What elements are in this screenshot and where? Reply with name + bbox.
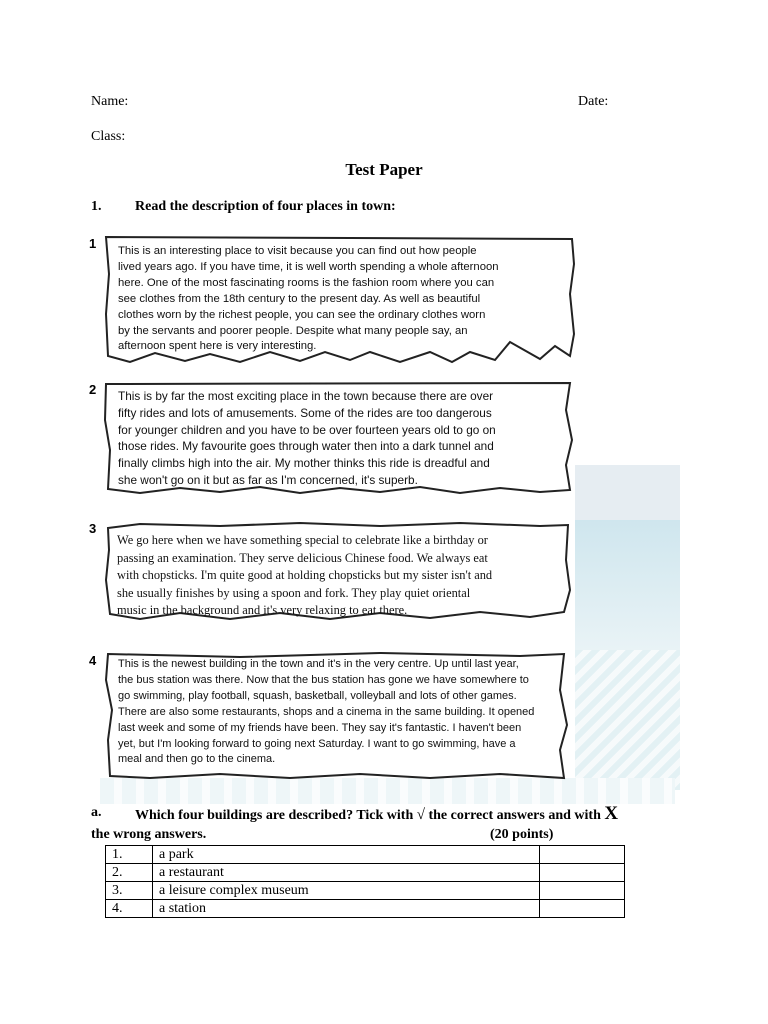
- passage-2-text: [118, 388, 496, 489]
- passage-line: she won't go on it but as far as I'm concerned, it's superb.: [118, 472, 418, 487]
- passage-line: fifty rides and lots of amusements. Some of the rides are too dangerous: [118, 405, 492, 420]
- passage-line: lived years ago. If you have time, it is well worth spending a whole afternoon: [118, 260, 499, 273]
- option-number: 2.: [106, 864, 153, 882]
- class-label: Class:: [91, 129, 126, 144]
- passage-number: 2: [89, 382, 97, 397]
- passage-number: 4: [89, 653, 97, 668]
- task-a-text-2: the correct answers and with: [428, 808, 601, 823]
- points-label: (20 points): [490, 827, 554, 842]
- task-a-instruction: [135, 803, 618, 825]
- passage-line: This is the newest building in the town and it's in the very centre. Up until last year,: [118, 658, 519, 670]
- passage-line: here. One of the most fascinating rooms is the fashion room where you can: [118, 276, 495, 289]
- tick-symbol: √: [416, 807, 425, 823]
- passage-line: yet, but I'm looking forward to going next Saturday. I want to go swimming, have a: [118, 737, 516, 750]
- passage-1-text: [118, 244, 499, 355]
- passage-line: There are also some restaurants, shops and a cinema in the same building. It opened: [118, 705, 535, 718]
- answer-table: [105, 845, 625, 918]
- passage-line: clothes worn by the richest people, you can see the ordinary clothes worn: [118, 308, 486, 321]
- passage-line: finally climbs high into the air. My mother thinks this ride is dreadful and: [118, 456, 490, 471]
- passage-line: the bus station was there. Now that the bus station has gone we have somewhere to: [118, 673, 529, 686]
- option-number: 1.: [106, 846, 153, 864]
- passage-4-text: [118, 657, 534, 768]
- table-row: [106, 882, 625, 900]
- scan-artifact: [575, 650, 680, 790]
- answer-cell[interactable]: [540, 846, 625, 864]
- passage-line: passing an examination. They serve delicious Chinese food. We always eat: [117, 550, 488, 565]
- answer-cell[interactable]: [540, 864, 625, 882]
- passage-line: This is an interesting place to visit because you can find out how people: [118, 245, 477, 257]
- option-label: a park: [153, 846, 540, 864]
- question-1-text: Read the description of four places in town:: [135, 199, 396, 214]
- option-label: a leisure complex museum: [153, 882, 540, 900]
- passage-line: she usually finishes by using a spoon and fork. They play quiet oriental: [117, 585, 471, 600]
- table-row: [106, 864, 625, 882]
- task-a-text-3: the wrong answers.: [91, 827, 207, 842]
- passage-line: last week and some of my friends have been. They say it's fantastic. I haven't been: [118, 721, 522, 734]
- passage-line: afternoon spent here is very interesting.: [118, 340, 317, 353]
- answer-cell[interactable]: [540, 882, 625, 900]
- passage-number: 1: [89, 236, 97, 251]
- table-row: [106, 846, 625, 864]
- name-label: Name:: [91, 94, 129, 109]
- date-label: Date:: [578, 94, 609, 109]
- answer-cell[interactable]: [540, 900, 625, 918]
- option-label: a restaurant: [153, 864, 540, 882]
- passage-line: those rides. My favourite goes through water then into a dark tunnel and: [118, 439, 494, 454]
- option-label: a station: [153, 900, 540, 918]
- passage-line: meal and then go to the cinema.: [118, 753, 276, 766]
- page-title: Test Paper: [345, 160, 423, 179]
- task-a-letter: a.: [91, 805, 102, 820]
- scan-artifact: [575, 520, 680, 650]
- option-number: 3.: [106, 882, 153, 900]
- option-number: 4.: [106, 900, 153, 918]
- cross-symbol: X: [604, 803, 619, 824]
- passage-line: This is by far the most exciting place in the town because there are over: [118, 389, 494, 403]
- scan-artifact: [575, 465, 680, 525]
- passage-3-text: [117, 532, 492, 620]
- table-row: [106, 900, 625, 918]
- passage-line: with chopsticks. I'm quite good at holding chopsticks but my sister isn't and: [117, 568, 493, 583]
- passage-line: see clothes from the 18th century to the present day. As well as beautiful: [118, 292, 481, 305]
- task-a-text-1: Which four buildings are described? Tick with: [135, 808, 414, 823]
- passage-line: by the servants and poorer people. Despite what many people say, an: [118, 324, 468, 337]
- passage-line: music in the background and it's very relaxing to eat there.: [117, 603, 408, 618]
- passage-line: go swimming, play football, squash, basketball, volleyball and lots of other games.: [118, 689, 517, 702]
- passage-number: 3: [89, 521, 97, 536]
- passage-line: for younger children and you have to be over fourteen years old to go on: [118, 422, 496, 437]
- passage-line: We go here when we have something special to celebrate like a birthday or: [117, 533, 488, 547]
- question-1-number: 1.: [91, 199, 102, 214]
